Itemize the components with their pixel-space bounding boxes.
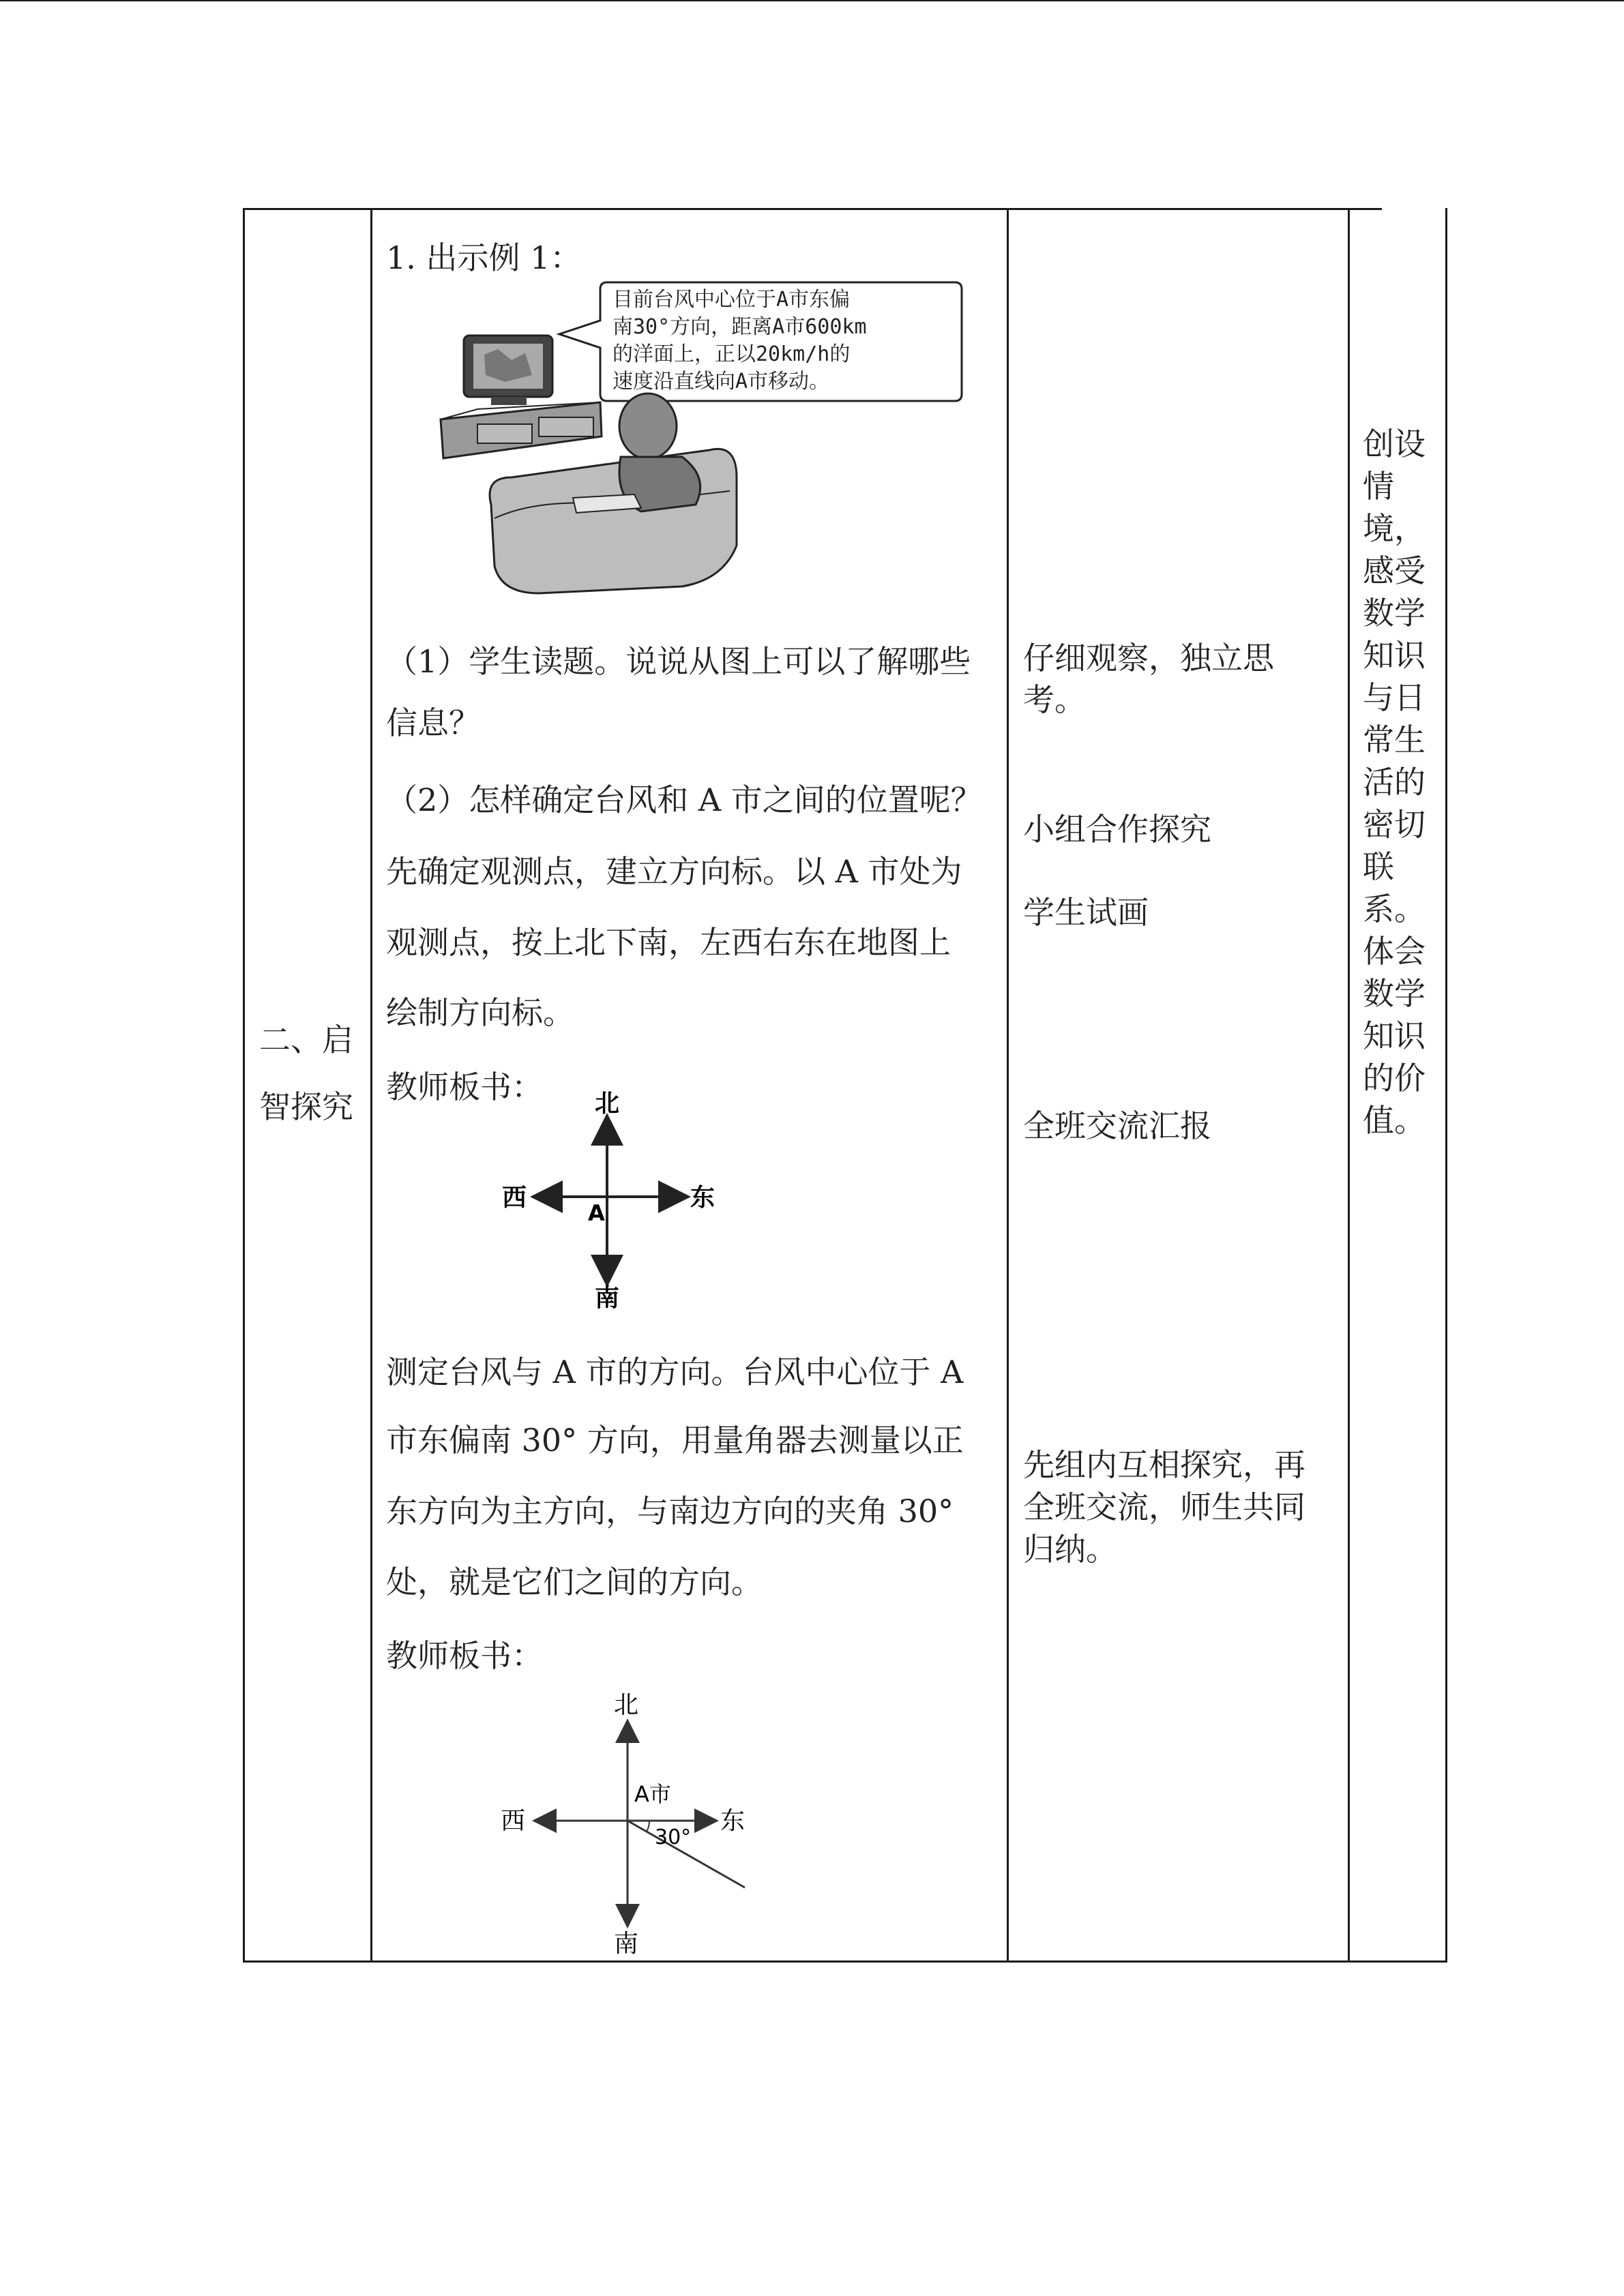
woman-head	[619, 393, 677, 459]
student-activity-3: 学生试画	[1023, 894, 1149, 931]
student-activity-5-line1: 先组内互相探究，再	[1023, 1446, 1305, 1483]
compass2-angle: 30°	[655, 1825, 692, 1849]
table-top-border	[0, 0, 1624, 1]
compass1-south: 南	[595, 1284, 620, 1312]
intent-line: 创设	[1363, 426, 1426, 462]
question1-line1: （1）学生读题。说说从图上可以了解哪些	[386, 643, 971, 680]
intent-line: 数学	[1363, 975, 1426, 1012]
table-col-line-5	[1445, 208, 1447, 1963]
table-col-line-1	[243, 208, 245, 1963]
student-activity-5-line3: 归纳。	[1023, 1531, 1117, 1568]
question2-line4: 绘制方向标。	[386, 994, 574, 1031]
intent-line: 知识	[1363, 1017, 1426, 1054]
measure-line3: 东方向为主方向，与南边方向的夹角 30°	[386, 1493, 954, 1530]
bubble-line-4: 速度沿直线向A市移动。	[612, 370, 830, 393]
intent-line: 系。	[1363, 891, 1426, 927]
stage-label-line1: 二、启	[259, 1022, 353, 1058]
intent-line: 数学	[1363, 595, 1426, 631]
sofa	[490, 449, 737, 593]
question2-line1: （2）怎样确定台风和 A 市之间的位置呢？	[386, 781, 982, 818]
intent-line: 常生	[1363, 721, 1426, 758]
example-heading: 1. 出示例 1：	[386, 239, 582, 276]
student-activity-1-line2: 考。	[1023, 681, 1086, 718]
compass2-east: 东	[720, 1807, 745, 1835]
table-col-line-2	[370, 208, 372, 1963]
bubble-line-3: 的洋面上，正以20km/h的	[612, 342, 851, 366]
intent-line: 密切	[1363, 806, 1426, 843]
student-activity-4: 全班交流汇报	[1023, 1107, 1211, 1144]
measure-line1: 测定台风与 A 市的方向。台风中心位于 A	[386, 1354, 964, 1390]
table-header-rule	[243, 208, 1382, 210]
intent-line: 体会	[1363, 933, 1426, 970]
student-activity-2: 小组合作探究	[1023, 811, 1211, 848]
table-col-line-4	[1348, 208, 1350, 1963]
compass1-east: 东	[690, 1184, 715, 1212]
design-intent	[1363, 423, 1428, 1142]
intent-line: 活的	[1363, 764, 1426, 801]
compass1-north: 北	[595, 1090, 620, 1118]
bubble-line-1: 目前台风中心位于A市东偏	[612, 288, 851, 312]
student-activity-5-line2: 全班交流，师生共同	[1023, 1489, 1305, 1525]
intent-line: 值。	[1363, 1102, 1426, 1139]
intent-line: 感受	[1363, 552, 1426, 589]
student-activity-1-line1: 仔细观察，独立思	[1023, 640, 1274, 676]
board-label-2: 教师板书：	[386, 1637, 543, 1674]
table-col-line-3	[1007, 208, 1009, 1963]
compass-diagram-2	[491, 1684, 764, 1957]
compass2-west: 西	[501, 1807, 526, 1835]
compass-diagram-1	[491, 1084, 737, 1316]
measure-line4: 处，就是它们之间的方向。	[386, 1564, 763, 1600]
compass1-center: A	[588, 1200, 605, 1226]
intent-line: 与日	[1363, 679, 1426, 716]
compass2-center: A市	[634, 1781, 671, 1807]
table-bottom-border	[243, 1960, 1447, 1963]
intent-line: 知识	[1363, 637, 1426, 674]
speech-bubble-text	[612, 286, 960, 396]
board-label-1: 教师板书：	[386, 1069, 543, 1105]
bubble-line-2: 南30°方向，距离A市600km	[612, 315, 867, 339]
compass2-north: 北	[614, 1691, 639, 1719]
compass2-south: 南	[614, 1930, 639, 1957]
compass1-west: 西	[502, 1184, 527, 1212]
intent-line: 境，	[1363, 510, 1426, 547]
question2-line2: 先确定观测点，建立方向标。以 A 市处为	[386, 853, 962, 890]
intent-line: 情	[1363, 468, 1394, 505]
question1-line2: 信息？	[386, 704, 480, 741]
intent-line: 的价	[1363, 1060, 1426, 1097]
intent-line: 联	[1363, 848, 1394, 885]
measure-line2: 市东偏南 30° 方向，用量角器去测量以正	[386, 1422, 964, 1459]
stage-label-line2: 智探究	[259, 1088, 353, 1125]
question2-line3: 观测点，按上北下南，左西右东在地图上	[386, 924, 951, 961]
